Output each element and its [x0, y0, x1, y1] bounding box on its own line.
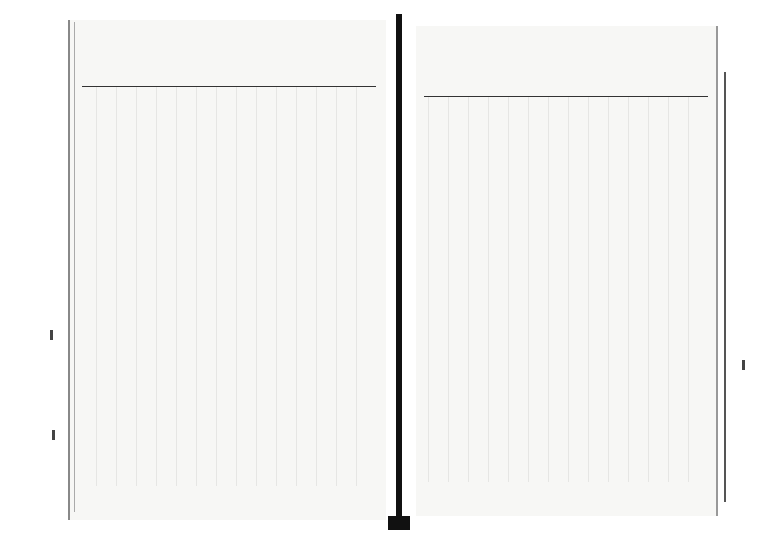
left-page	[68, 20, 386, 520]
binding-hole-mark	[742, 360, 745, 370]
binding-hole-mark	[52, 430, 55, 440]
spine-foot	[388, 516, 410, 530]
left-page-text	[84, 94, 372, 480]
right-page	[416, 26, 718, 516]
right-page-text	[430, 100, 702, 476]
book-spine	[396, 14, 402, 522]
right-page-edge	[724, 72, 726, 502]
left-page-edge	[74, 22, 75, 512]
binding-hole-mark	[50, 330, 53, 340]
